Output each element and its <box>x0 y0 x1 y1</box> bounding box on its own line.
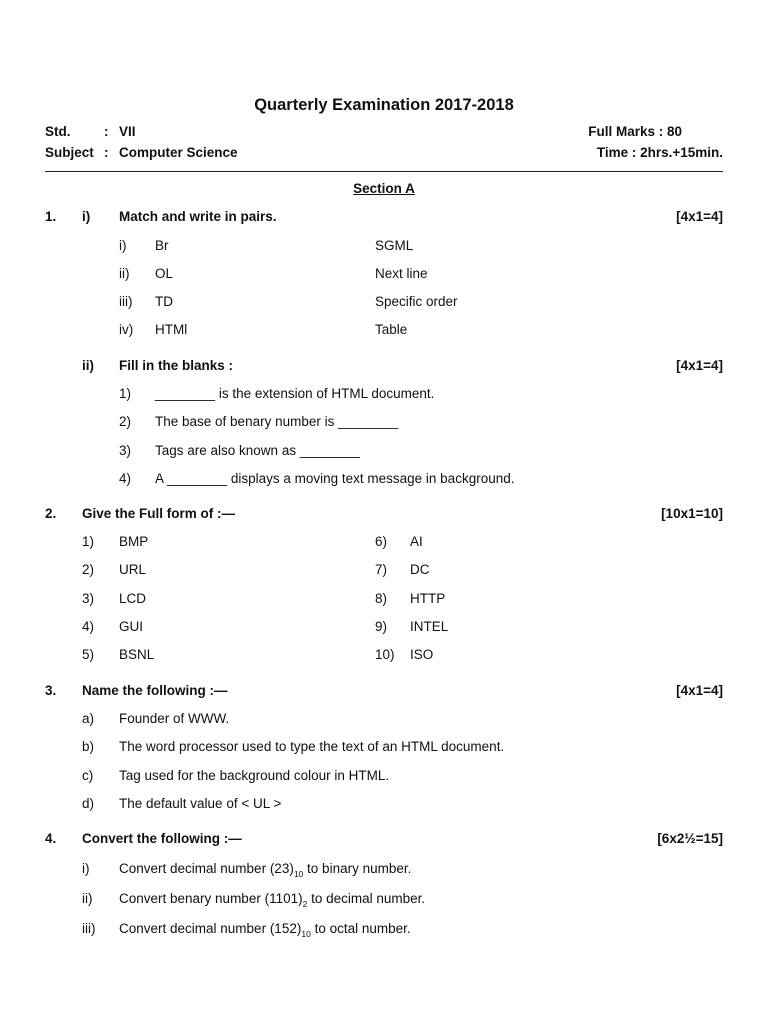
question-marks: [4x1=4] <box>676 683 723 698</box>
section-title-text: Section A <box>353 181 415 196</box>
match-left: TD <box>155 294 173 309</box>
header-divider <box>45 171 723 172</box>
question-part-label: i) <box>82 209 91 224</box>
section-title <box>0 181 768 196</box>
question-part-label: ii) <box>82 358 94 373</box>
list-item-num: b) <box>82 739 95 754</box>
list-item-num: c) <box>82 768 94 783</box>
list-item-num: 3) <box>82 591 95 606</box>
list-item-num: a) <box>82 711 95 726</box>
list-item-num: 5) <box>82 647 95 662</box>
subscript-base: 10 <box>301 929 311 939</box>
list-item: ISO <box>410 647 434 662</box>
list-item-num: 9) <box>375 619 388 634</box>
subject-label: Subject <box>45 145 94 160</box>
question-text: Give the Full form of :— <box>82 506 236 521</box>
list-item: The default value of < UL > <box>119 796 282 811</box>
question-number: 1. <box>45 209 57 224</box>
list-item: BMP <box>119 534 149 549</box>
list-item-num: iii) <box>119 294 133 309</box>
list-item: DC <box>410 562 430 577</box>
match-right: Table <box>375 322 408 337</box>
list-item: HTTP <box>410 591 446 606</box>
subscript-base: 10 <box>293 869 304 879</box>
list-item: URL <box>119 562 147 577</box>
list-item-num: 4) <box>82 619 95 634</box>
question-number: 4. <box>45 831 57 846</box>
list-item <box>119 921 411 939</box>
list-item-num: ii) <box>119 266 130 281</box>
question-marks: [6x2½=15] <box>657 831 723 846</box>
list-item-num: iv) <box>119 322 134 337</box>
time-allowed: Time : 2hrs.+15min. <box>596 145 723 160</box>
list-item-num: i) <box>82 861 90 876</box>
subject-colon: : <box>104 145 109 160</box>
list-item: GUI <box>119 619 144 634</box>
exam-title: Quarterly Examination 2017-2018 <box>254 96 514 114</box>
list-item-num: iii) <box>82 921 96 936</box>
match-left: OL <box>155 266 174 281</box>
match-left: Br <box>155 238 169 253</box>
list-item-text: to decimal number. <box>307 891 426 906</box>
list-item-num: 6) <box>375 534 388 549</box>
list-item: ________ is the extension of HTML document. <box>155 386 435 401</box>
list-item: BSNL <box>119 647 155 662</box>
list-item: Tag used for the background colour in HTML. <box>119 768 390 783</box>
question-text: Convert the following :— <box>82 831 242 846</box>
list-item <box>119 861 412 879</box>
list-item: Founder of WWW. <box>119 711 230 726</box>
list-item: A ________ displays a moving text message in background. <box>155 471 515 486</box>
list-item-num: 2) <box>119 414 132 429</box>
question-text: Fill in the blanks : <box>119 358 234 373</box>
match-right: Specific order <box>375 294 458 309</box>
std-label: Std. <box>45 124 71 139</box>
list-item-text: to octal number. <box>310 921 411 936</box>
std-value: VII <box>119 124 136 139</box>
list-item-num: d) <box>82 796 95 811</box>
list-item-text: to binary number. <box>303 861 412 876</box>
list-item-num: 1) <box>82 534 95 549</box>
question-text: Match and write in pairs. <box>119 209 277 224</box>
list-item-num: 8) <box>375 591 388 606</box>
list-item-num: i) <box>119 238 127 253</box>
list-item-num: 3) <box>119 443 132 458</box>
list-item <box>119 891 426 909</box>
list-item: The base of benary number is ________ <box>155 414 399 429</box>
list-item-num: 4) <box>119 471 132 486</box>
list-item-text: Convert benary number (1101) <box>119 891 303 906</box>
subscript-base: 2 <box>302 899 308 909</box>
list-item: AI <box>410 534 423 549</box>
question-marks: [4x1=4] <box>676 209 723 224</box>
list-item-num: 1) <box>119 386 132 401</box>
list-item: INTEL <box>410 619 449 634</box>
question-marks: [4x1=4] <box>676 358 723 373</box>
question-text: Name the following :— <box>82 683 228 698</box>
list-item: Tags are also known as ________ <box>155 443 360 458</box>
list-item: LCD <box>119 591 147 606</box>
list-item-text: Convert decimal number (152) <box>119 921 302 936</box>
std-colon: : <box>104 124 109 139</box>
match-right: SGML <box>375 238 414 253</box>
question-number: 3. <box>45 683 57 698</box>
full-marks: Full Marks : 80 <box>588 124 682 139</box>
list-item-num: ii) <box>82 891 93 906</box>
list-item-num: 10) <box>375 647 395 662</box>
list-item-text: Convert decimal number (23) <box>119 861 294 876</box>
list-item-num: 7) <box>375 562 388 577</box>
question-number: 2. <box>45 506 57 521</box>
subject-value: Computer Science <box>119 145 238 160</box>
match-right: Next line <box>375 266 428 281</box>
question-marks: [10x1=10] <box>661 506 723 521</box>
list-item: The word processor used to type the text of an HTML document. <box>119 739 505 754</box>
match-left: HTMl <box>155 322 188 337</box>
list-item-num: 2) <box>82 562 95 577</box>
